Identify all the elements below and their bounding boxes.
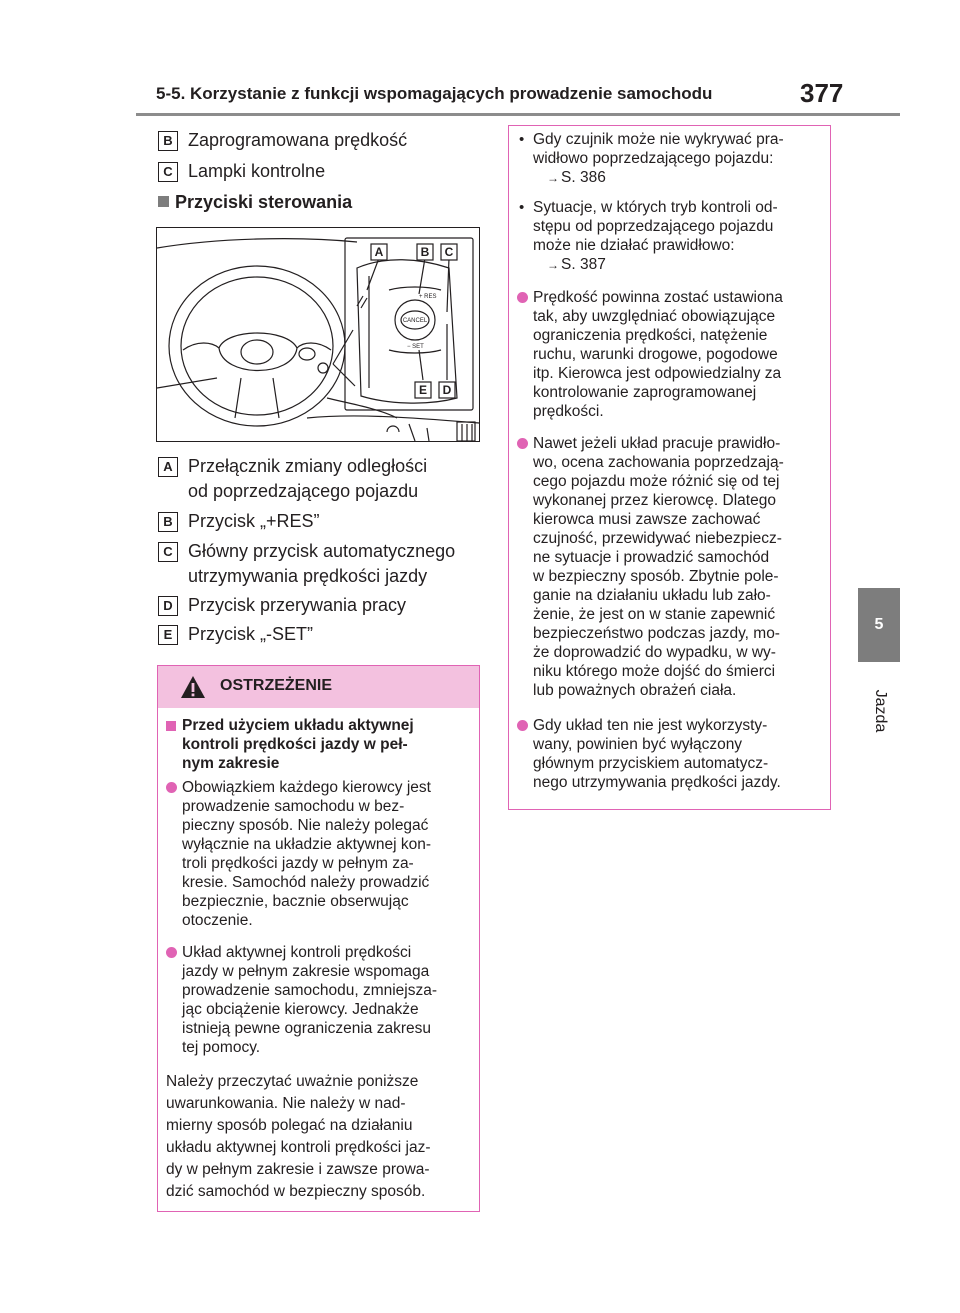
bullet-dot-icon bbox=[166, 947, 177, 958]
info-bullet: Nawet jeżeli układ pracuje prawidło- wo, ocena zachowania poprzedzają- cego pojazdu może różnić się od tej wykonanej przez kierowcę. Dlatego kierowca musi zawsze zachować czujność, przewidywać niebezpiecz- ne sytuacje i prowadzić samochód w bezpieczny sposób. Zbytnie pole- ganie na działaniu układu lub zało- żenie, że jest on w stanie zapewnić bezpieczeństwo podczas jazdy, mo- że doprowadzić do wypadku, w wy- niku którego może dojść do śmierci lub poważnych obrażeń ciała. bbox=[517, 434, 829, 700]
callout-letter: D bbox=[158, 596, 178, 616]
callout-c-label: C bbox=[444, 245, 454, 259]
page-reference: → S. 387 bbox=[547, 256, 606, 273]
warning-box bbox=[157, 665, 480, 1212]
legend-text: Przycisk „+RES” bbox=[188, 511, 320, 531]
callout-e-label: E bbox=[418, 383, 428, 397]
legend-item bbox=[156, 159, 486, 184]
callout-a-label: A bbox=[374, 245, 384, 259]
bullet-dot-icon bbox=[517, 292, 528, 303]
warning-title: OSTRZEŻENIE bbox=[220, 677, 333, 694]
legend-text: Przełącznik zmiany odległości od poprzedzającego pojazdu bbox=[188, 456, 428, 501]
warning-header bbox=[158, 666, 479, 708]
legend-text: Główny przycisk automatycznego utrzymywania prędkości jazdy bbox=[188, 541, 456, 586]
legend-item bbox=[156, 454, 486, 504]
legend-item bbox=[156, 128, 486, 153]
bullet-dot-icon bbox=[517, 720, 528, 731]
info-small-bullet: • Gdy czujnik może nie wykrywać pra- widłowo poprzedzającego pojazdu: → S. 386 bbox=[517, 130, 829, 188]
legend-text: Przycisk przerywania pracy bbox=[188, 595, 407, 615]
legend-item bbox=[156, 539, 486, 589]
warning-subheading: Przed użyciem układu aktywnej kontroli prędkości jazdy w peł- nym zakresie bbox=[166, 716, 478, 773]
chapter-tab: 5 bbox=[858, 588, 900, 662]
warning-icon bbox=[180, 675, 206, 699]
legend-text: Zaprogramowana prędkość bbox=[188, 130, 408, 150]
legend-item bbox=[156, 509, 486, 534]
steering-wheel-illustration bbox=[156, 227, 480, 442]
header-divider bbox=[136, 113, 900, 116]
bullet-marker: • bbox=[519, 199, 525, 216]
set-button-label: − SET bbox=[407, 344, 424, 350]
callout-letter: E bbox=[158, 625, 178, 645]
bullet-dot-icon bbox=[517, 438, 528, 449]
legend-item bbox=[156, 593, 486, 618]
callout-d-label: D bbox=[442, 383, 452, 397]
arrow-right-icon: → bbox=[547, 171, 559, 185]
square-bullet-icon bbox=[158, 196, 169, 207]
page-reference: → S. 386 bbox=[547, 169, 606, 186]
callout-letter: B bbox=[158, 131, 178, 151]
callout-letter: B bbox=[158, 512, 178, 532]
steering-wheel-icon bbox=[157, 228, 479, 441]
info-small-bullet: • Sytuacje, w których tryb kontroli od- stępu od poprzedzającego pojazdu może nie działać prawidłowo: → S. 387 bbox=[517, 198, 829, 275]
section-heading: Przyciski sterowania bbox=[158, 192, 352, 213]
callout-letter: C bbox=[158, 542, 178, 562]
info-bullet: Gdy układ ten nie jest wykorzysty- wany, powinien być wyłączony głównym przyciskiem automatycz- nego utrzymywania prędkości jazdy. bbox=[517, 716, 829, 792]
info-box bbox=[508, 125, 831, 810]
chapter-title: 5-5. Korzystanie z funkcji wspomagających prowadzenie samochodu bbox=[156, 84, 713, 103]
bullet-marker: • bbox=[519, 131, 525, 148]
square-bullet-icon bbox=[166, 721, 176, 731]
callout-letter: C bbox=[158, 162, 178, 182]
chapter-tab-label: Jazda bbox=[872, 689, 889, 733]
legend-item bbox=[156, 622, 486, 647]
legend-text: Przycisk „-SET” bbox=[188, 624, 313, 644]
cancel-button-label: CANCEL bbox=[402, 318, 428, 324]
callout-letter: A bbox=[158, 457, 178, 477]
page-number: 377 bbox=[800, 78, 844, 108]
info-bullet: Prędkość powinna zostać ustawiona tak, aby uwzględniać obowiązujące ograniczenia prędkości, natężenie ruchu, warunki drogowe, pogodowe itp. Kierowca jest odpowiedzialny za kontrolowanie zaprogramowanej prędkości. bbox=[517, 288, 829, 421]
warning-bullet: Układ aktywnej kontroli prędkości jazdy w pełnym zakresie wspomaga prowadzenie samochodu, zmniejsza- jąc obciążenie kierowcy. Jednakże istnieją pewne ograniczenia zakresu tej pomocy. bbox=[166, 943, 478, 1057]
callout-b-label: B bbox=[420, 245, 430, 259]
warning-paragraph: Należy przeczytać uważnie poniższe uwarunkowania. Nie należy w nad- mierny sposób polegać na działaniu układu aktywnej kontroli prędkości jaz- dy w pełnym zakresie i zawsze prowa- dzić samochód w bezpieczny sposób. bbox=[166, 1073, 431, 1200]
warning-bullet: Obowiązkiem każdego kierowcy jest prowadzenie samochodu w bez- pieczny sposób. Nie należy polegać wyłącznie na układzie aktywnej kon- troli prędkości jazdy w pełnym za- kresie. Samochód należy prowadzić bezpiecznie, bacznie obserwując otoczenie. bbox=[166, 778, 478, 930]
legend-text: Lampki kontrolne bbox=[188, 161, 326, 181]
arrow-right-icon: → bbox=[547, 258, 559, 272]
res-button-label: + RES bbox=[419, 294, 437, 300]
bullet-dot-icon bbox=[166, 782, 177, 793]
